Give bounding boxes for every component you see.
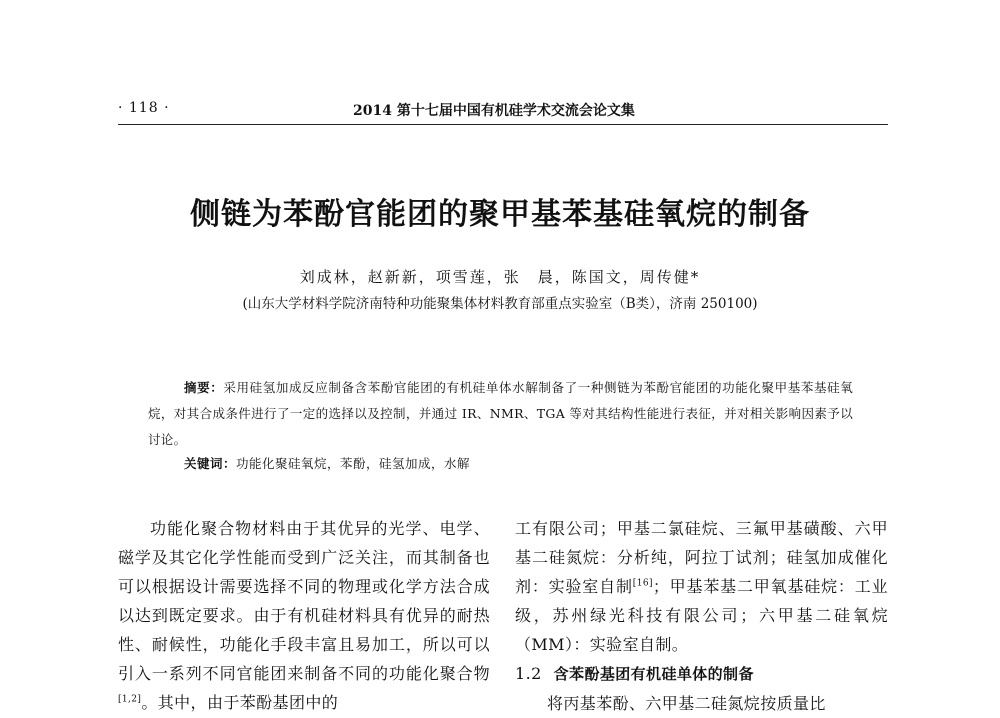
materials-paragraph <box>515 514 888 659</box>
section-paragraph <box>515 689 888 718</box>
body-column-right <box>515 514 888 718</box>
keywords <box>184 454 854 472</box>
running-header <box>118 98 888 125</box>
intro-text-tail: 。其中，由于苯酚基团中的 <box>141 693 339 712</box>
abstract-text: 采用硅氢加成反应制备含苯酚官能团的有机硅单体水解制备了一种侧链为苯酚官能团的功能化聚甲基苯基硅氧烷，对其合成条件进行了一定的选择以及控制，并通过 IR、NMR、TGA 等对其结构性能进行表征，并对相关影响因素予以讨论。 <box>148 380 853 447</box>
page-number: · 118 · <box>118 100 170 116</box>
abstract <box>148 375 853 453</box>
intro-text: 功能化聚合物材料由于其优异的光学、电学、磁学及其它化学性能而受到广泛关注，而其制备也可以根据设计需要选择不同的物理或化学方法合成以达到既定要求。由于有机硅材料具有优异的耐热性、耐候性，功能化手段丰富且易加工，所以可以引入一系列不同官能团来制备不同的功能化聚合物 <box>118 519 490 683</box>
section-number: 1.2 <box>515 664 542 683</box>
keywords-label: 关键词： <box>184 456 237 471</box>
keywords-text: 功能化聚硅氧烷，苯酚，硅氢加成，水解 <box>236 456 471 471</box>
author-list: 刘成林，赵新新，项雪莲，张 晨，陈国文，周传健* <box>299 268 701 286</box>
section-heading <box>515 659 888 689</box>
affiliation: (山东大学材料学院济南特种功能聚集体材料教育部重点实验室（B类），济南 250100) <box>242 296 758 312</box>
materials-text-tail: ；甲基苯基二甲氧基硅烷：工业级，苏州绿光科技有限公司；六甲基二硅氧烷（MM）：实验室自制。 <box>515 577 888 654</box>
body-column-left <box>118 514 490 717</box>
section-text: 将丙基苯酚、六甲基二硅氮烷按质量比 <box>547 694 826 713</box>
article-title: 侧链为苯酚官能团的聚甲基苯基硅氧烷的制备 <box>190 197 810 232</box>
abstract-label: 摘要： <box>184 380 224 395</box>
citation: [16] <box>632 578 653 589</box>
section-title: 含苯酚基团有机硅单体的制备 <box>553 665 754 683</box>
intro-paragraph <box>118 514 490 717</box>
journal-title: 2014 第十七届中国有机硅学术交流会论文集 <box>353 103 635 119</box>
materials-text: 工有限公司；甲基二氯硅烷、三氟甲基磺酸、六甲基二硅氮烷：分析纯，阿拉丁试剂；硅氢加成催化剂：实验室自制 <box>515 519 888 596</box>
citation: [1,2] <box>118 694 142 705</box>
